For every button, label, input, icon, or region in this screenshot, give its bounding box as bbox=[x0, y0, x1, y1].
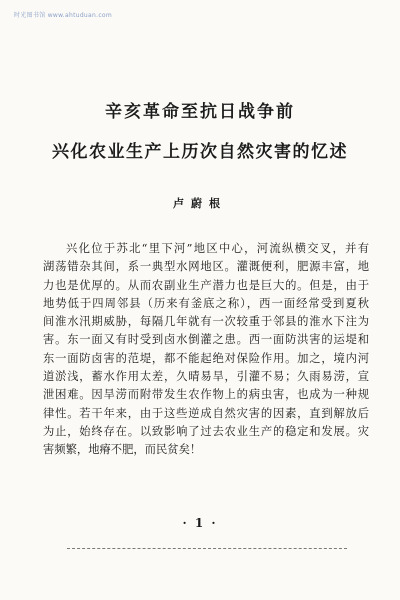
body-line: 道淤浅，蓄水作用太差，久晴易旱，引灌不易；久雨易涝，宣 bbox=[43, 370, 369, 384]
body-line: 泄困难。因旱涝而附带发生农作物上的病虫害，也成为一种规 bbox=[43, 388, 369, 402]
title-line-1: 辛亥革命至抗日战争前 bbox=[105, 102, 295, 122]
body-line: 害。东一面又有时受到卤水倒灌之患。西一面防洪害的运堤和 bbox=[43, 333, 369, 347]
body-line: 为止，始终存在。以致影响了过去农业生产的稳定和发展。灾 bbox=[43, 424, 369, 438]
body-line: 间淮水汛期威胁，每隔几年就有一次较重于邻县的淮水下注为 bbox=[43, 315, 369, 329]
footer-rule bbox=[67, 548, 347, 549]
body-line: 律性。若干年来，由于这些逆成自然灾害的因素，直到解放后 bbox=[43, 406, 369, 420]
body-text bbox=[43, 240, 369, 460]
author-name: 卢蔚根 bbox=[173, 197, 227, 210]
body-line: 害频繁，地瘠不肥，而民贫矣！ bbox=[43, 443, 202, 457]
body-line: 力也是优厚的。从而农副业生产潜力也是巨大的。但是，由于 bbox=[43, 278, 369, 292]
body-line: 湖荡错杂其间，系一典型水网地区。灌溉便利，肥源丰富，地 bbox=[43, 260, 369, 274]
body-line: 兴化位于苏北“里下河”地区中心，河流纵横交叉，并有 bbox=[66, 242, 369, 255]
body-line: 地势低于四周邻县（历来有釜底之称），西一面经常受到夏秋 bbox=[43, 296, 369, 310]
watermark: 时光图书馆 www.ahtuduan.com bbox=[14, 12, 113, 19]
body-line: 东一面防卤害的范堤，都不能起绝对保险作用。加之，境内河 bbox=[43, 351, 369, 365]
title-line-2: 兴化农业生产上历次自然灾害的忆述 bbox=[52, 142, 348, 162]
page-number: · 1 · bbox=[182, 516, 218, 530]
